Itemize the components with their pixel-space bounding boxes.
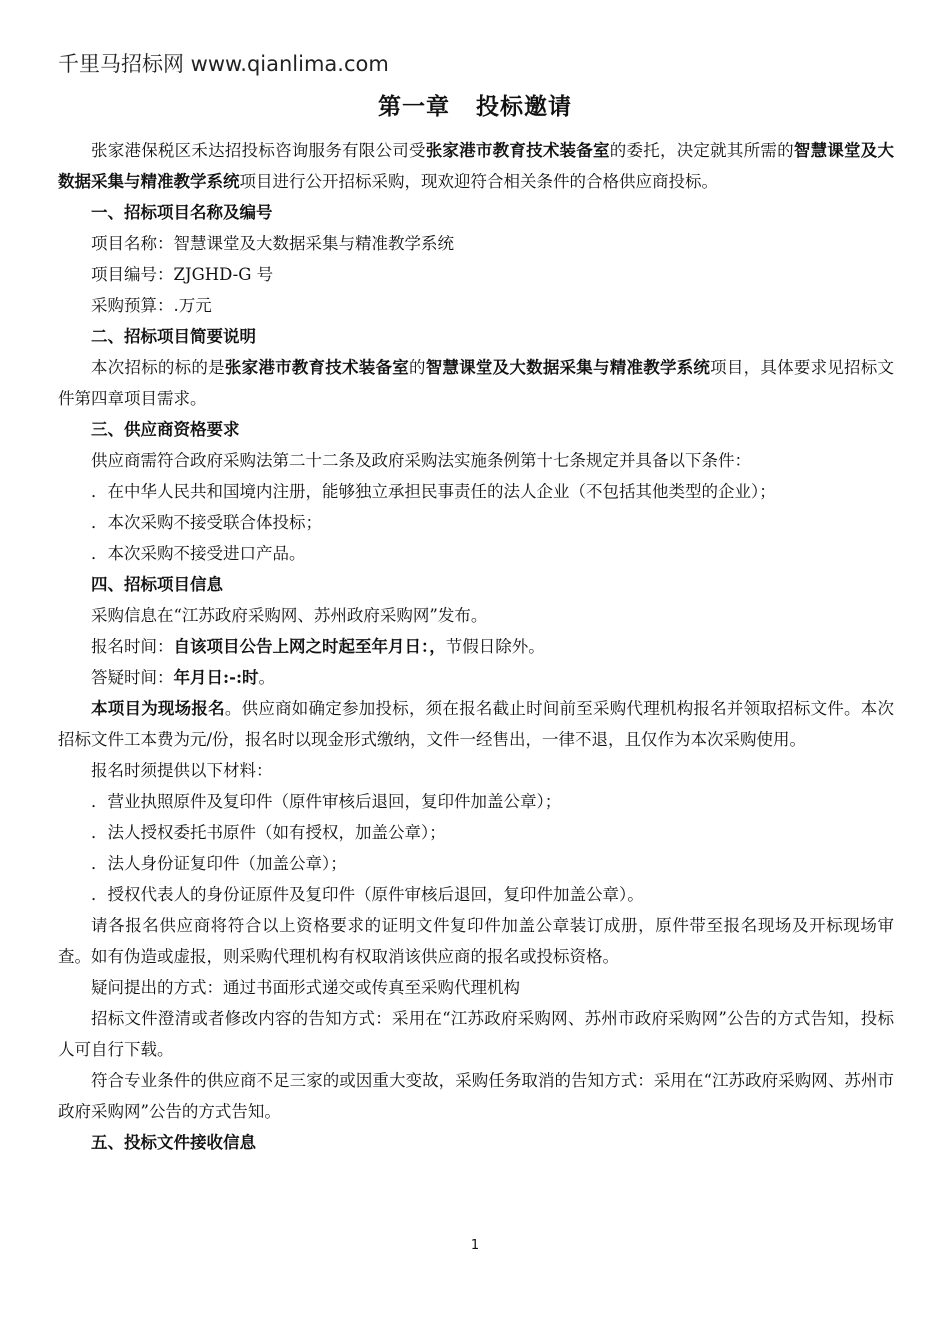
purchaser-name: 张家港市教育技术装备室 [224, 358, 409, 377]
material-item: ．法人身份证复印件（加盖公章）； [91, 854, 347, 873]
registration-label: 报名时间： [91, 637, 174, 656]
onsite-text: 。供应商如确定参加投标，须在报名截止时间前至采购代理机构报名并领取招标文件。本次招标文件工本费为元/份，报名时以现金形式缴纳，文件一经售出，一律不退，且仅作为本次采购使用。 [58, 699, 895, 749]
summary-paragraph [58, 352, 894, 414]
chapter-name: 投标邀请 [476, 93, 572, 120]
summary-text: 本次招标的标的是 [91, 358, 225, 377]
project-name-line: 项目名称：智慧课堂及大数据采集与精准教学系统 [91, 234, 454, 253]
section-heading: 五、投标文件接收信息 [91, 1133, 256, 1152]
clarification-method: 招标文件澄清或者修改内容的告知方式：采用在“江苏政府采购网、苏州市政府采购网”公告的方式告知，投标人可自行下载。 [58, 1009, 894, 1059]
publish-info: 采购信息在“江苏政府采购网、苏州政府采购网”发布。 [91, 606, 488, 625]
site-watermark: 千里马招标网 www.qianlima.com [58, 52, 389, 76]
project-name-bold: 智慧课堂及大数据采集与精准教学系统 [425, 358, 711, 377]
intro-text: 的委托，决定就其所需的 [609, 141, 794, 160]
summary-text: 项目，具体要求见招标文件第四章项目需求。 [58, 358, 895, 408]
qa-time [58, 662, 894, 693]
purchaser-name: 张家港市教育技术装备室 [425, 141, 610, 160]
page-number: 1 [470, 1238, 480, 1253]
chapter-title [0, 88, 950, 121]
onsite-label: 本项目为现场报名 [91, 699, 225, 718]
section-heading: 四、招标项目信息 [91, 575, 223, 594]
material-item: ．营业执照原件及复印件（原件审核后退回，复印件加盖公章）； [91, 792, 562, 811]
intro-paragraph [58, 135, 894, 197]
registration-period: 自该项目公告上网之时起至年月日：， [173, 637, 446, 656]
qualification-lead: 供应商需符合政府采购法第二十二条及政府采购法实施条例第十七条规定并具备以下条件： [91, 451, 751, 470]
chapter-number: 第一章 [378, 93, 450, 120]
intro-text: 项目进行公开招标采购，现欢迎符合相关条件的合格供应商投标。 [239, 172, 718, 191]
qa-label: 答疑时间： [91, 668, 174, 687]
section-heading: 三、供应商资格要求 [91, 420, 240, 439]
materials-lead: 报名时须提供以下材料： [91, 761, 273, 780]
onsite-registration [58, 693, 894, 755]
qa-tail: 。 [258, 668, 276, 687]
cancellation-method: 符合专业条件的供应商不足三家的或因重大变故，采购任务取消的告知方式：采用在“江苏政府采购网、苏州市政府采购网”公告的方式告知。 [58, 1071, 894, 1121]
section-heading: 一、招标项目名称及编号 [91, 203, 273, 222]
qualification-item: ．本次采购不接受联合体投标； [91, 513, 322, 532]
registration-note: 节假日除外。 [445, 637, 545, 656]
intro-text: 张家港保税区禾达招投标咨询服务有限公司受 [91, 141, 426, 160]
project-name-bold: 智慧课堂及大数据采集与精准教学系统 [58, 141, 895, 191]
question-method: 疑问提出的方式：通过书面形式递交或传真至采购代理机构 [91, 978, 520, 997]
qa-period: 年月日:-:时 [173, 668, 259, 687]
summary-text: 的 [408, 358, 426, 377]
document-body [58, 135, 894, 1158]
material-item: ．授权代表人的身份证原件及复印件（原件审核后退回，复印件加盖公章）。 [91, 885, 644, 904]
binding-requirement: 请各报名供应商将符合以上资格要求的证明文件复印件加盖公章装订成册，原件带至报名现场及开标现场审查。如有伪造或虚报，则采购代理机构有权取消该供应商的报名或投标资格。 [58, 916, 894, 966]
budget-line: 采购预算：.万元 [91, 296, 212, 315]
section-heading: 二、招标项目简要说明 [91, 327, 256, 346]
qualification-item: ．本次采购不接受进口产品。 [91, 544, 306, 563]
material-item: ．法人授权委托书原件（如有授权，加盖公章）； [91, 823, 446, 842]
registration-time [58, 631, 894, 662]
project-code-line: 项目编号：ZJGHD-G 号 [91, 265, 274, 284]
qualification-item: ．在中华人民共和国境内注册，能够独立承担民事责任的法人企业（不包括其他类型的企业）； [91, 482, 776, 501]
